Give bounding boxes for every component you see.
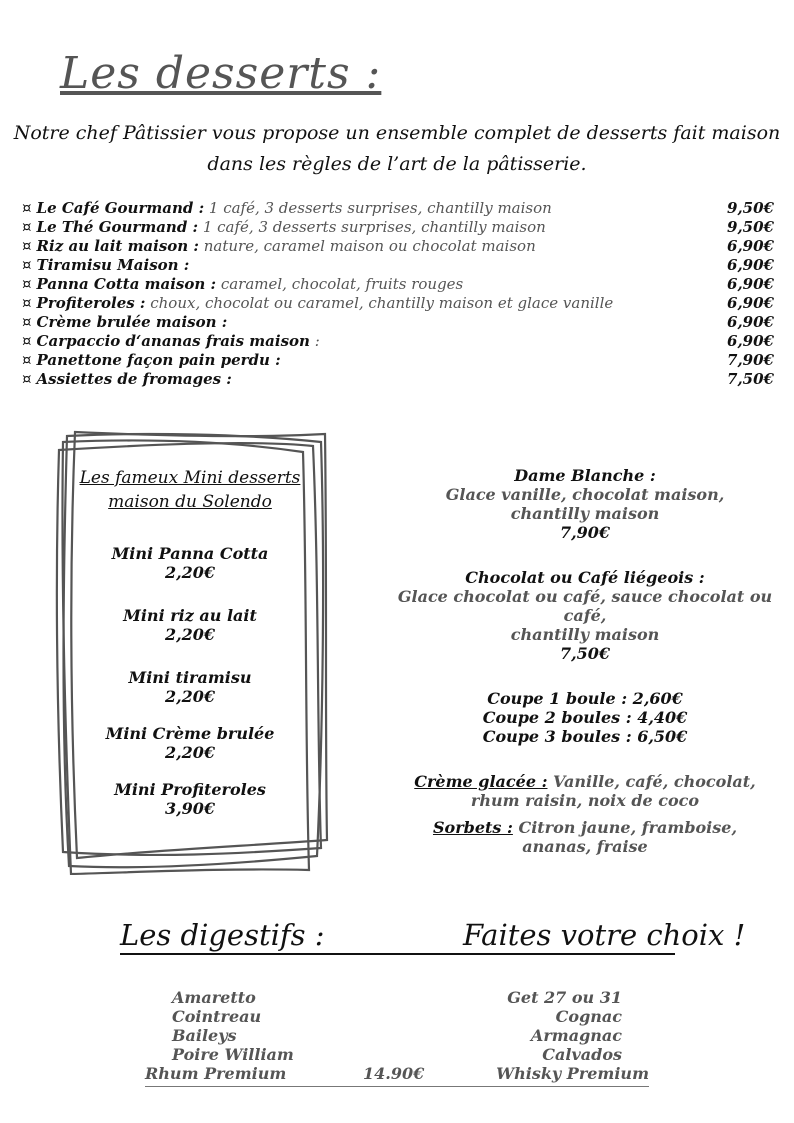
list-item: Calvados (542, 1045, 622, 1064)
bullet-icon: ¤ (22, 218, 32, 236)
dessert-name: Assiettes de fromages : (36, 370, 232, 388)
bullet-icon: ¤ (22, 332, 32, 350)
dessert-price: 6,90€ (727, 294, 774, 312)
dessert-name: Riz au lait maison : (36, 237, 199, 255)
digestifs-title: Les digestifs : (120, 918, 325, 952)
list-item: Baileys (172, 1026, 237, 1045)
dessert-desc: 1 café, 3 desserts surprises, chantilly maison (198, 218, 546, 236)
dessert-desc: : (309, 332, 320, 350)
dessert-row (22, 199, 774, 218)
mini-item: Mini Profiteroles 3,90€ (114, 780, 266, 818)
premium-left: Rhum Premium (145, 1064, 287, 1083)
dessert-price: 9,50€ (727, 218, 774, 236)
dessert-name: Profiteroles : (36, 294, 146, 312)
dessert-price: 6,90€ (727, 313, 774, 331)
dessert-row (22, 332, 774, 351)
creme-glacee: Crème glacée : Vanille, café, chocolat, rhum raisin, noix de coco (414, 772, 756, 810)
dessert-row (22, 294, 774, 313)
dame-blanche: Dame Blanche : Glace vanille, chocolat maison, chantilly maison 7,90€ (445, 466, 725, 542)
dessert-price: 6,90€ (727, 237, 774, 255)
digestifs-right-list (507, 988, 622, 1064)
dessert-row (22, 313, 774, 332)
dessert-price: 9,50€ (727, 199, 774, 217)
glaces-section (390, 466, 780, 856)
dessert-row (22, 351, 774, 370)
dessert-desc: choux, chocolat ou caramel, chantilly maison et glace vanille (145, 294, 614, 312)
dessert-row (22, 370, 774, 389)
liegeois: Chocolat ou Café liégeois : Glace chocolat ou café, sauce chocolat ou café, chantilly maison 7,50€ (397, 568, 773, 663)
intro-text: Notre chef Pâtissier vous propose un ensemble complet de desserts fait maison dans les règles de l’art de la pâtisserie. (13, 122, 781, 175)
dessert-row (22, 237, 774, 256)
mini-item: Mini Crème brulée 2,20€ (105, 724, 275, 762)
dessert-name: Carpaccio d‘ananas frais maison (36, 332, 310, 350)
bullet-icon: ¤ (22, 313, 32, 331)
list-item: Poire William (172, 1045, 294, 1064)
bullet-icon: ¤ (22, 256, 32, 274)
dessert-row (22, 218, 774, 237)
dessert-name: Tiramisu Maison : (36, 256, 190, 274)
dessert-desc: caramel, chocolat, fruits rouges (216, 275, 464, 293)
premium-row (145, 1064, 649, 1087)
bullet-icon: ¤ (22, 351, 32, 369)
dessert-desc: 1 café, 3 desserts surprises, chantilly maison (204, 199, 552, 217)
page-title: Les desserts : (60, 48, 382, 99)
dessert-price: 6,90€ (727, 256, 774, 274)
list-item: Cognac (555, 1007, 622, 1026)
digestifs-left-list (172, 988, 294, 1064)
premium-right: Whisky Premium (496, 1064, 649, 1083)
mini-desserts-section (70, 466, 310, 842)
bullet-icon: ¤ (22, 199, 32, 217)
dessert-name: Le Thé Gourmand : (36, 218, 199, 236)
sorbets: Sorbets : Citron jaune, framboise, ananas, fraise (432, 818, 738, 856)
dessert-price: 7,90€ (727, 351, 774, 369)
list-item: Armagnac (530, 1026, 622, 1045)
bullet-icon: ¤ (22, 275, 32, 293)
list-item: Amaretto (172, 988, 256, 1007)
bullet-icon: ¤ (22, 237, 32, 255)
dessert-name: Panettone façon pain perdu : (36, 351, 281, 369)
divider (120, 953, 675, 955)
dessert-name: Le Café Gourmand : (36, 199, 205, 217)
coupes: Coupe 1 boule : 2,60€ Coupe 2 boules : 4,40€ Coupe 3 boules : 6,50€ (482, 689, 688, 746)
desserts-list (22, 199, 774, 389)
dessert-price: 6,90€ (727, 275, 774, 293)
mini-desserts-title: Les fameux Mini desserts maison du Solendo (79, 468, 301, 512)
dessert-desc: nature, caramel maison ou chocolat maison (198, 237, 536, 255)
mini-item: Mini riz au lait 2,20€ (123, 606, 257, 644)
digestif-price: 14.90€ (363, 1064, 425, 1083)
dessert-price: 7,50€ (727, 370, 774, 388)
dessert-name: Panna Cotta maison : (36, 275, 217, 293)
choice-title: Faites votre choix ! (463, 918, 746, 952)
list-item: Cointreau (172, 1007, 262, 1026)
dessert-row (22, 256, 774, 275)
dessert-name: Crème brulée maison : (36, 313, 228, 331)
mini-item: Mini Panna Cotta 2,20€ (111, 544, 269, 582)
dessert-price: 6,90€ (727, 332, 774, 350)
bullet-icon: ¤ (22, 370, 32, 388)
mini-item: Mini tiramisu 2,20€ (128, 668, 252, 706)
list-item: Get 27 ou 31 (507, 988, 622, 1007)
bullet-icon: ¤ (22, 294, 32, 312)
dessert-row (22, 275, 774, 294)
